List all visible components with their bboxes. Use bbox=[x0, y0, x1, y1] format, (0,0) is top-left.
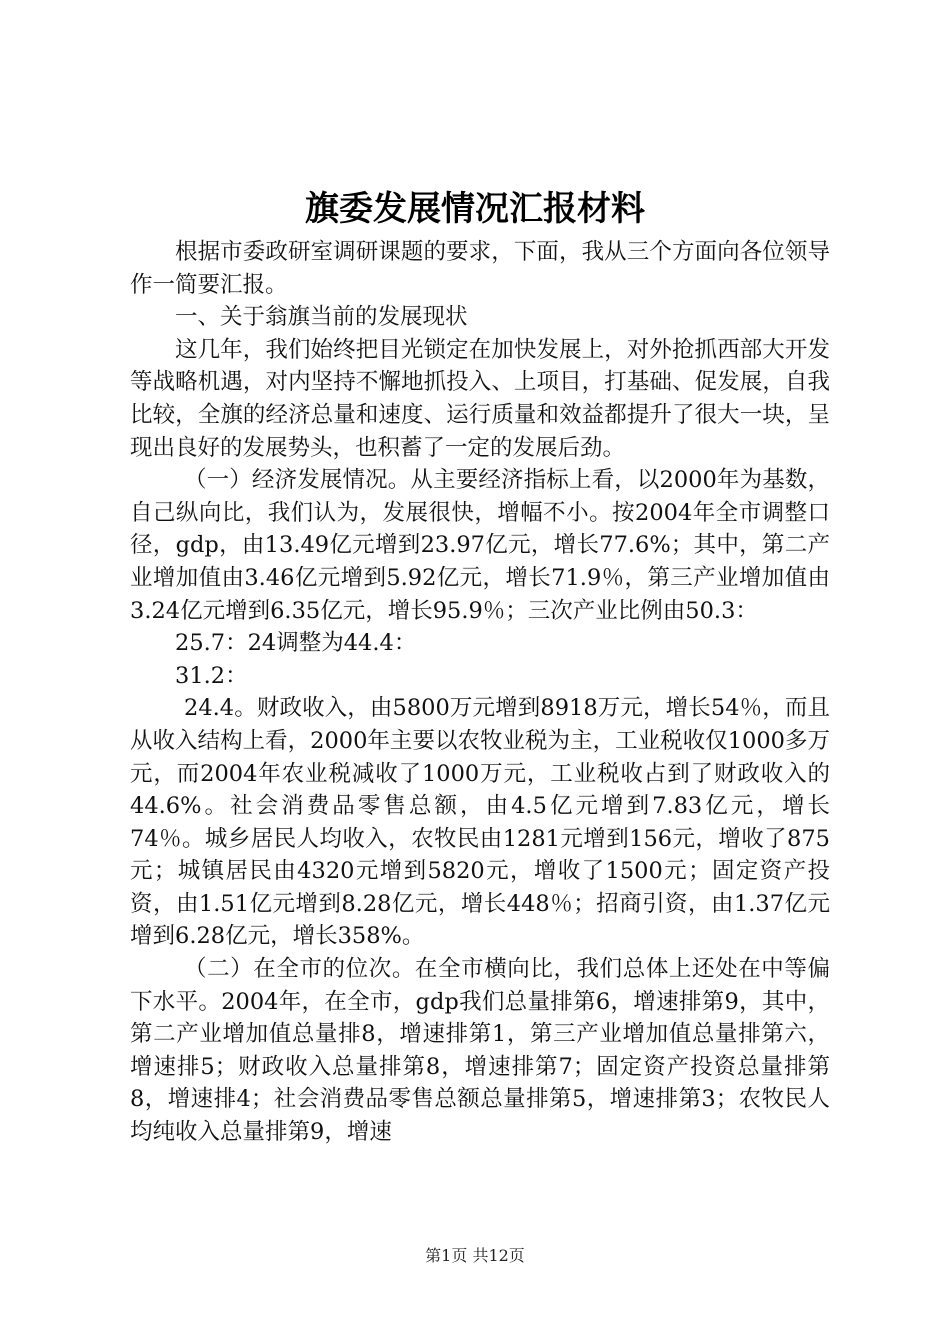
paragraph-fiscal-revenue: 24.4。财政收入，由5800万元增到8918万元，增长54％，而且从收入结构上看，2000年主要以农牧业税为主，工业税收仅1000多万元，而2004年农业税减收了1000万元，工业税收占到了财政收入的44.6%。社会消费品零售总额，由4.5亿元增到7.83亿元，增长74％。城乡居民人均收入，农牧民由1281元增到156元，增收了875元；城镇居民由4320元增到5820元，增收了1500元；固定资产投资，由1.51亿元增到8.28亿元，增长448％；招商引资，由1.37亿元增到6.28亿元，增长358%。 bbox=[130, 695, 830, 950]
paragraph-ratio-part-2: 31.2： bbox=[175, 662, 248, 689]
section-heading-1: 一、关于翁旗当前的发展现状 bbox=[175, 304, 468, 331]
paragraph-status: 这几年，我们始终把目光锁定在加快发展上，对外抢抓西部大开发等战略机遇，对内坚持不懈地抓投入、上项目，打基础、促发展，自我比较，全旗的经济总量和速度、运行质量和效益都提升了很大一块，呈现出良好的发展势头，也积蓄了一定的发展后劲。 bbox=[130, 336, 830, 461]
document-body bbox=[130, 236, 830, 1149]
paragraph-intro: 根据市委政研室调研课题的要求，下面，我从三个方面向各位领导作一简要汇报。 bbox=[130, 239, 830, 298]
paragraph-ratio-part-1: 25.7：24调整为44.4： bbox=[175, 630, 417, 657]
paragraph-economic-development: （一）经济发展情况。从主要经济指标上看，以2000年为基数，自己纵向比，我们认为，发展很快，增幅不小。按2004年全市调整口径，gdp，由13.49亿元增到23.97亿元，增长77.6%；其中，第二产业增加值由3.46亿元增到5.92亿元，增长71.9％，第三产业增加值由3.24亿元增到6.35亿元，增长95.9％；三次产业比例由50.3： bbox=[130, 467, 830, 624]
paragraph-city-ranking: （二）在全市的位次。在全市横向比，我们总体上还处在中等偏下水平。2004年，在全市，gdp我们总量排第6，增速排第9，其中，第二产业增加值总量排8，增速排第1，第三产业增加值总量排第六，增速排5；财政收入总量排第8，增速排第7；固定资产投资总量排第8，增速排4；社会消费品零售总额总量排第5，增速排第3；农牧民人均纯收入总量排第9，增速 bbox=[130, 956, 830, 1146]
page-number-footer: 第1页 共12页 bbox=[425, 1246, 525, 1265]
document-title: 旗委发展情况汇报材料 bbox=[305, 189, 645, 229]
